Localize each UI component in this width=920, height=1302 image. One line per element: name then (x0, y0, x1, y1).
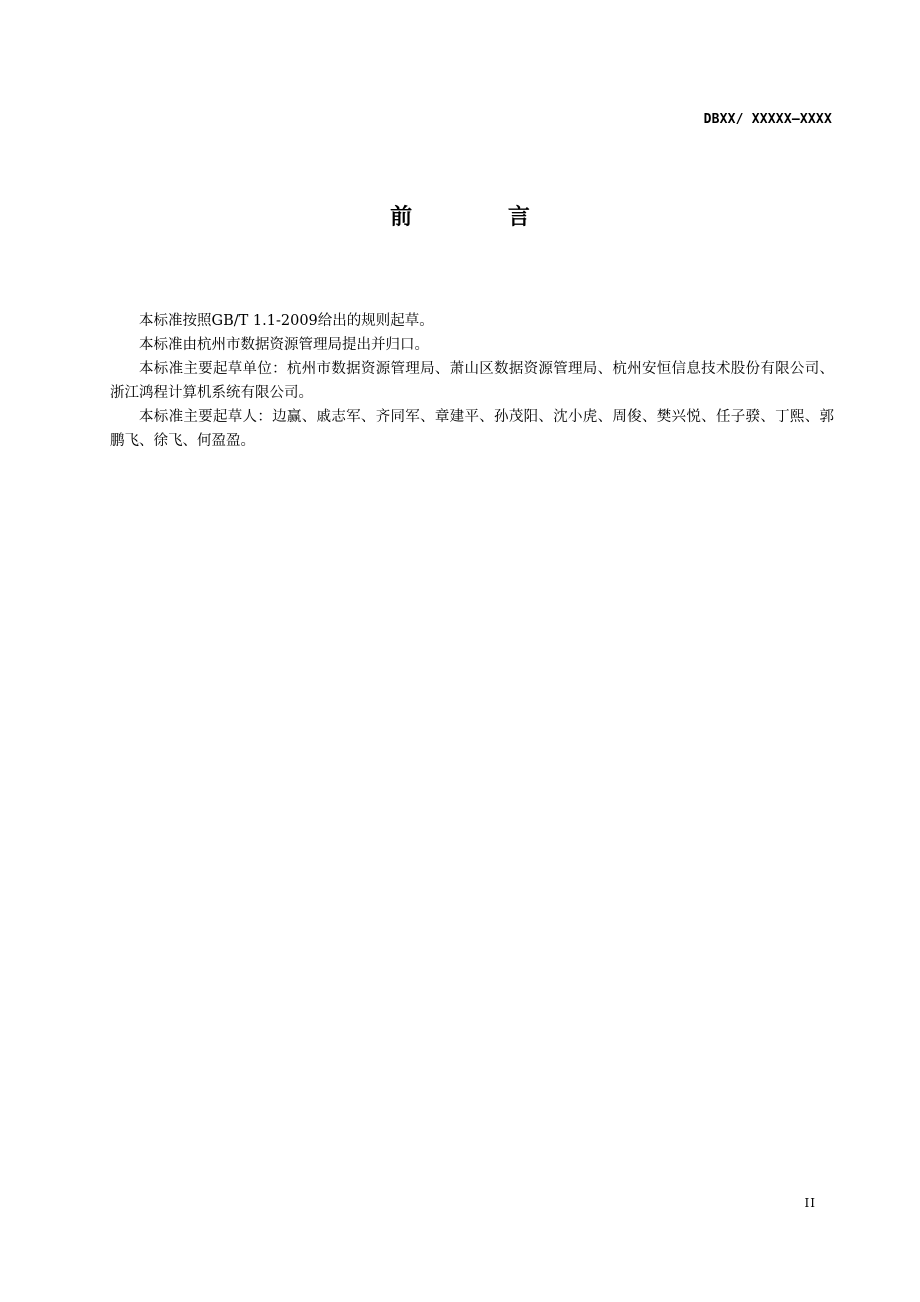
paragraph-proposer: 本标准由杭州市数据资源管理局提出并归口。 (139, 337, 429, 353)
paragraph-drafting-units: 本标准主要起草单位：杭州市数据资源管理局、萧山区数据资源管理局、杭州安恒信息技术股份有限公司、浙江鸿程计算机系统有限公司。 (110, 361, 834, 401)
page-title: 前 言 (390, 205, 574, 230)
document-number: DBXX/ XXXXX—XXXX (703, 112, 832, 127)
page-number: II (804, 1196, 816, 1210)
paragraph-drafters: 本标准主要起草人：边赢、戚志军、齐同军、章建平、孙茂阳、沈小虎、周俊、樊兴悦、任子骙、丁熙、郭鹏飞、徐飞、何盈盈。 (110, 409, 834, 449)
paragraph-drafting-rules: 本标准按照GB/T 1.1-2009给出的规则起草。 (139, 313, 434, 329)
document-body (110, 309, 834, 453)
